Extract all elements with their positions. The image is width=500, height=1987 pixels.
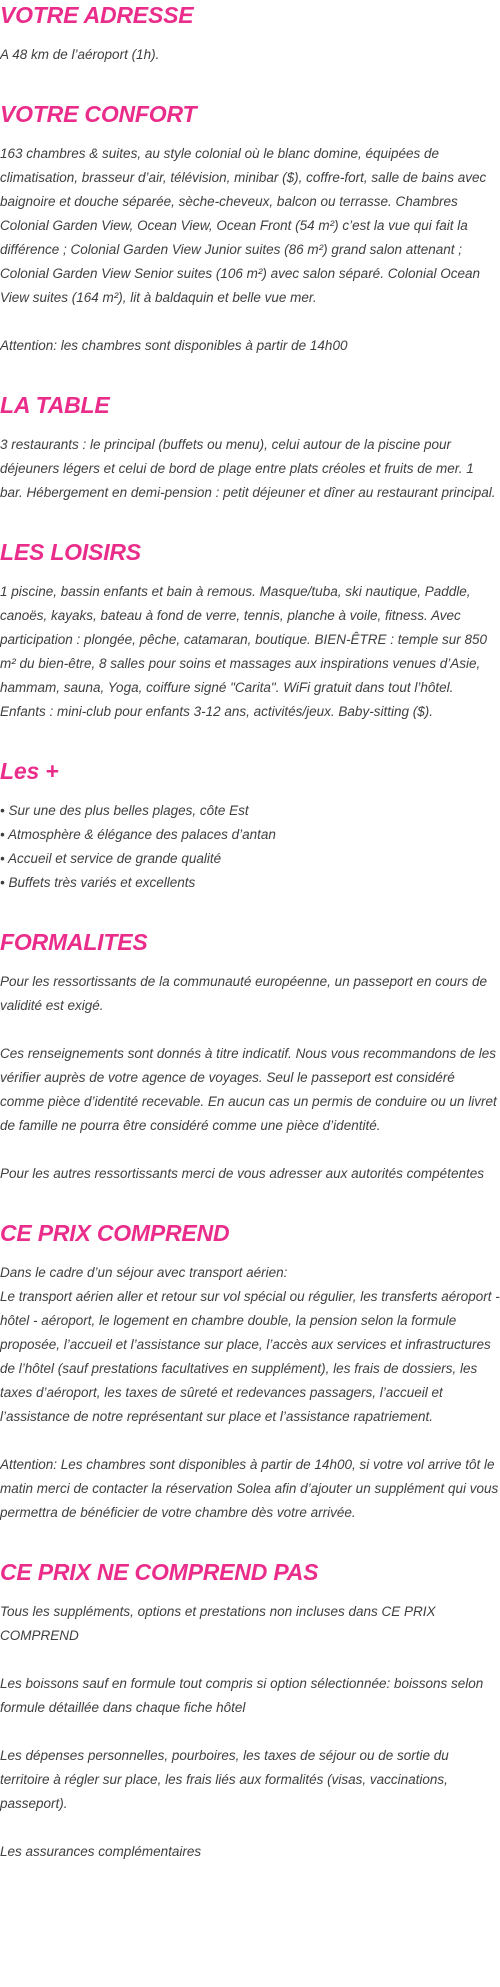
section-body — [0, 1600, 500, 1864]
section-body — [0, 43, 500, 67]
section-title: CE PRIX NE COMPREND PAS — [0, 1559, 319, 1585]
list-item: • Buffets très variés et excellents — [0, 875, 196, 890]
list-item: • Atmosphère & élégance des palaces d’antan — [0, 827, 276, 842]
section-body — [0, 142, 500, 358]
section-body — [0, 970, 500, 1186]
section-body — [0, 1261, 500, 1525]
paragraph: 163 chambres & suites, au style colonial où le blanc domine, équipées de climatisation, brasseur d’air, télévision, minibar ($), coffre-fort, salle de bains avec baignoire et douche séparée, sèche-cheveux, balcon ou terrasse. Chambres Colonial Garden View, Ocean View, Ocean Front (54 m²) c’est la vue qui fait la différence ; Colonial Garden View Junior suites (86 m²) grand salon attenant ; Colonial Garden View Senior suites (106 m²) avec salon séparé. Colonial Ocean View suites (164 m²), lit à baldaquin et belle vue mer. — [0, 146, 487, 305]
section-body — [0, 433, 500, 505]
paragraph: Attention: Les chambres sont disponibles à partir de 14h00, si votre vol arrive tôt le matin merci de contacter la réservation Solea afin d’ajouter un supplément qui vous permettra de bénéficier de votre chambre dès votre arrivée. — [0, 1457, 499, 1520]
paragraph: Les boissons sauf en formule tout compris si option sélectionnée: boissons selon formule détaillée dans chaque fiche hôtel — [0, 1676, 484, 1715]
section-ce-prix-ne-comprend-pas — [0, 1557, 500, 1864]
section-title: FORMALITES — [0, 929, 148, 955]
list-item: • Accueil et service de grande qualité — [0, 851, 222, 866]
paragraph: Les dépenses personnelles, pourboires, les taxes de séjour ou de sortie du territoire à régler sur place, les frais liés aux formalités (visas, vaccinations, passeport). — [0, 1748, 449, 1811]
paragraph: Ces renseignements sont donnés à titre indicatif. Nous vous recommandons de les vérifier auprès de votre agence de voyages. Seul le passeport est considéré comme pièce d’identité recevable. En aucun cas un permis de conduire ou un livret de famille ne pourra être considéré comme une pièce d’identité. — [0, 1046, 497, 1133]
highlights-list — [0, 799, 500, 895]
section-formalites — [0, 927, 500, 1186]
section-la-table — [0, 390, 500, 505]
paragraph: Les assurances complémentaires — [0, 1844, 202, 1859]
paragraph: Pour les ressortissants de la communauté européenne, un passeport en cours de validité est exigé. — [0, 974, 488, 1013]
section-body — [0, 580, 500, 724]
section-ce-prix-comprend — [0, 1218, 500, 1525]
section-title: CE PRIX COMPREND — [0, 1220, 230, 1246]
section-title: VOTRE ADRESSE — [0, 2, 194, 28]
section-votre-adresse — [0, 0, 500, 67]
section-title: LES LOISIRS — [0, 539, 141, 565]
paragraph: 3 restaurants : le principal (buffets ou menu), celui autour de la piscine pour déjeuners légers et celui de bord de plage entre plats créoles et fruits de mer. 1 bar. Hébergement en demi-pension : petit déjeuner et dîner au restaurant principal. — [0, 437, 496, 500]
section-les-plus — [0, 756, 500, 895]
paragraph: Pour les autres ressortissants merci de vous adresser aux autorités compétentes — [0, 1166, 484, 1181]
paragraph: Dans le cadre d’un séjour avec transport aérien: Le transport aérien aller et retour sur vol spécial ou régulier, les transferts aéroport - hôtel - aéroport, le logement en chambre double, la pension selon la formule proposée, l’accueil et l’assistance sur place, l’accès aux services et infrastructures de l’hôtel (sauf prestations facultatives en supplément), les frais de dossiers, les taxes d’aéroport, les taxes de sûreté et redevances passagers, l’accueil et l’assistance de notre représentant sur place et l’assistance rapatriement. — [0, 1265, 500, 1424]
paragraph: 1 piscine, bassin enfants et bain à remous. Masque/tuba, ski nautique, Paddle, canoës, kayaks, bateau à fond de verre, tennis, planche à voile, fitness. Avec participation : plongée, pêche, catamaran, boutique. BIEN-ÊTRE : temple sur 850 m² du bien-être, 8 salles pour soins et massages aux inspirations venues d’Asie, hammam, sauna, Yoga, coiffure signé "Carita". WiFi gratuit dans tout l’hôtel. Enfants : mini-club pour enfants 3-12 ans, activités/jeux. Baby-sitting ($). — [0, 584, 488, 719]
section-title: LA TABLE — [0, 392, 110, 418]
paragraph: Tous les suppléments, options et prestations non incluses dans CE PRIX COMPREND — [0, 1604, 436, 1643]
list-item: • Sur une des plus belles plages, côte Est — [0, 803, 249, 818]
paragraph: A 48 km de l’aéroport (1h). — [0, 47, 160, 62]
section-votre-confort — [0, 99, 500, 358]
section-title: VOTRE CONFORT — [0, 101, 197, 127]
section-title: Les + — [0, 758, 59, 784]
paragraph: Attention: les chambres sont disponibles à partir de 14h00 — [0, 338, 348, 353]
section-les-loisirs — [0, 537, 500, 724]
